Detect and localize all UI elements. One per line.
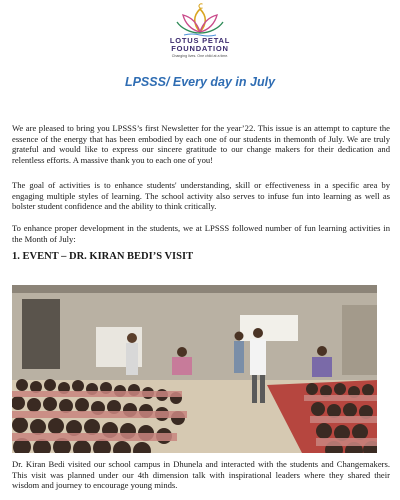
brand-name-line1: LOTUS PETAL — [169, 36, 231, 45]
event-photo — [12, 285, 377, 453]
brand-tagline: Changing lives. One child at a time. — [171, 54, 229, 58]
section-heading: 1. EVENT – DR. KIRAN BEDI’S VISIT — [12, 251, 194, 262]
newsletter-title: LPSSS/ Every day in July — [124, 75, 276, 89]
intro-paragraph: We are pleased to bring you LPSSS’s first Newsletter for the year’22. This issue is an attempt to capture the essence of the energy that has been embodied by each one of our students in themonth of July. We are truly grateful and would like to express our sincere gratitude to our change makers for their dedication and relentless efforts. A massive thank you to each one of you! — [12, 123, 390, 165]
activities-goal-paragraph: The goal of activities is to enhance students' understanding, skill or effectiveness in a specific area by engaging multiple styles of learning. The school activity also serves to infuse fun into learning as well as bolster student confidence and the ability to think critically. — [12, 180, 390, 211]
brand-name-line2: FOUNDATION — [171, 44, 229, 53]
brand-block — [140, 37, 260, 59]
event-caption-paragraph: Dr. Kiran Bedi visited our school campus in Dhunela and interacted with the students and Changemakers. This visit was planned under our 4th dimension talk with inspirational leaders where they shared their wisdom and journey to encourage young minds. — [12, 459, 390, 490]
activities-intro-paragraph: To enhance proper development in the students, we at LPSSS followed number of fun learning activities in the Month of July: — [12, 223, 390, 244]
